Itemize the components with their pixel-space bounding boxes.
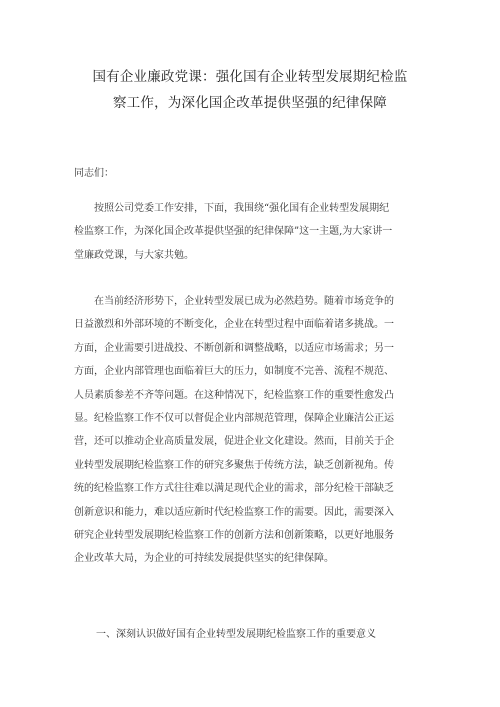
- paragraph-line: 日益激烈和外部环境的不断变化，企业在转型过程中面临着诸多挑战。一: [74, 319, 394, 331]
- paragraph-line: 在当前经济形势下，企业转型发展已成为必然趋势。随着市场竞争的: [74, 296, 394, 307]
- title-line-1: 国有企业廉政党课：强化国有企业转型发展期纪检监: [92, 69, 408, 85]
- paragraph-line: 检监察工作，为深化国企改革提供坚强的纪律保障”这一主题,为大家讲一: [74, 226, 393, 238]
- paragraph-line: 营，还可以推动企业高质量发展，促进企业文化建设。然而，目前关于企: [74, 436, 394, 448]
- paragraph-line: 方面，企业内部管理也面临着巨大的压力，如制度不完善、流程不规范、: [74, 366, 394, 378]
- paragraph-line: 堂廉政党课，与大家共勉。: [74, 249, 194, 261]
- paragraph-background: [74, 290, 432, 571]
- section-heading: 一、深刻认识做好国有企业转型发展期纪检监察工作的重要意义: [96, 629, 376, 640]
- paragraph-line: 显。纪检监察工作不仅可以督促企业内部规范管理，保障企业廉洁公正运: [74, 413, 394, 425]
- paragraph-line: 企业改革大局，为企业的可持续发展提供坚实的纪律保障。: [74, 553, 334, 565]
- paragraph-line: 按照公司党委工作安排，下面，我围绕“强化国有企业转型发展期纪: [74, 203, 390, 214]
- paragraph-line: 创新意识和能力，难以适应新时代纪检监察工作的需要。因此，需要深入: [74, 506, 394, 518]
- paragraph-line: 统的纪检监察工作方式往往难以满足现代企业的需求，部分纪检干部缺乏: [74, 483, 394, 495]
- paragraph-line: 方面，企业需要引进战投、不断创新和调整战略，以适应市场需求；另一: [74, 342, 394, 354]
- paragraph-line: 研究企业转型发展期纪检监察工作的创新方法和创新策略，以更好地服务: [74, 530, 394, 542]
- title-line-2: 察工作，为深化国企改革提供坚强的纪律保障: [113, 95, 387, 111]
- paragraph-line: 业转型发展期纪检监察工作的研究多聚焦于传统方法，缺乏创新视角。传: [74, 459, 394, 471]
- paragraph-line: 人员素质参差不齐等问题。在这种情况下，纪检监察工作的重要性愈发凸: [74, 389, 394, 401]
- document-title: [60, 64, 440, 116]
- paragraph-intro: [74, 197, 432, 267]
- salutation: 同志们：: [74, 168, 114, 179]
